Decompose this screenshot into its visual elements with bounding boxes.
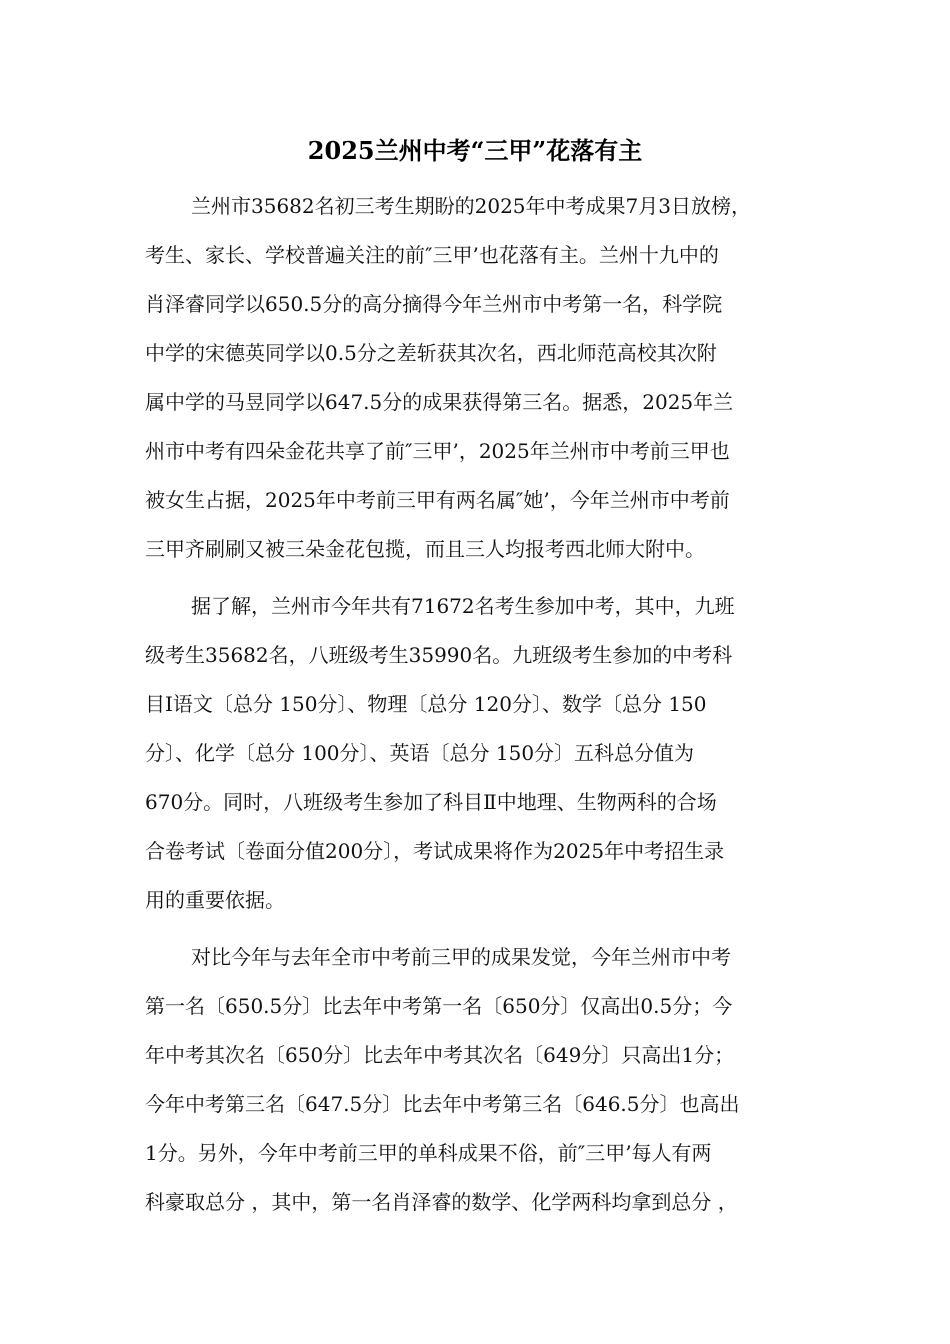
text-line: 今年中考第三名〔647.5分〕比去年中考第三名〔646.5分〕也高出 [145,1092,740,1116]
document-body [145,182,815,1227]
paragraph-3 [145,933,815,1227]
text-line: 对比今年与去年全市中考前三甲的成果发觉，今年兰州市中考 [191,945,731,969]
text-line: 科豪取总分 ，其中，第一名肖泽睿的数学、化学两科均拿到总分 ， [145,1190,738,1214]
paragraph-1 [145,182,815,574]
text-line: 兰州市35682名初三考生期盼的2025年中考成果7月3日放榜， [191,194,751,218]
text-line: 目Ⅰ语文〔总分 150分〕、物理〔总分 120分〕、数学〔总分 150 [145,692,707,716]
text-line: 考生、家长、学校普遍关注的前″三甲’也花落有主。兰州十九中的 [145,243,719,267]
text-line: 肖泽睿同学以650.5分的高分摘得今年兰州市中考第一名，科学院 [145,292,723,316]
paragraph-2 [145,582,815,925]
text-line: 合卷考试〔卷面分值200分〕，考试成果将作为2025年中考招生录 [145,839,725,863]
text-line: 三甲齐刷刷又被三朵金花包揽，而且三人均报考西北师大附中。 [145,537,705,561]
text-line: 州市中考有四朵金花共享了前″三甲’，2025年兰州市中考前三甲也 [145,439,730,463]
text-line: 中学的宋德英同学以0.5分之差斩获其次名，西北师范高校其次附 [145,341,717,365]
text-line: 据了解，兰州市今年共有71672名考生参加中考，其中，九班 [191,594,735,618]
text-line: 属中学的马昱同学以647.5分的成果获得第三名。据悉，2025年兰 [145,390,734,414]
text-line: 分〕、化学〔总分 100分〕、英语〔总分 150分〕五科总分值为 [145,741,695,765]
text-line: 第一名〔650.5分〕比去年中考第一名〔650分〕仅高出0.5分；今 [145,994,733,1018]
paragraph-spacer [145,574,815,582]
text-line: 用的重要依据。 [145,888,285,912]
text-line: 1分。另外，今年中考前三甲的单科成果不俗，前″三甲’每人有两 [145,1141,712,1165]
document-title: 2025兰州中考“三甲”花落有主 [307,136,643,165]
text-line: 年中考其次名〔650分〕比去年中考其次名〔649分〕只高出1分； [145,1043,735,1067]
text-line: 被女生占据，2025年中考前三甲有两名属″她’，今年兰州市中考前 [145,488,730,512]
text-line: 级考生35682名，八班级考生35990名。九班级考生参加的中考科 [145,643,733,667]
paragraph-spacer [145,925,815,933]
text-line: 670分。同时，八班级考生参加了科目Ⅱ中地理、生物两科的合场 [145,790,717,814]
